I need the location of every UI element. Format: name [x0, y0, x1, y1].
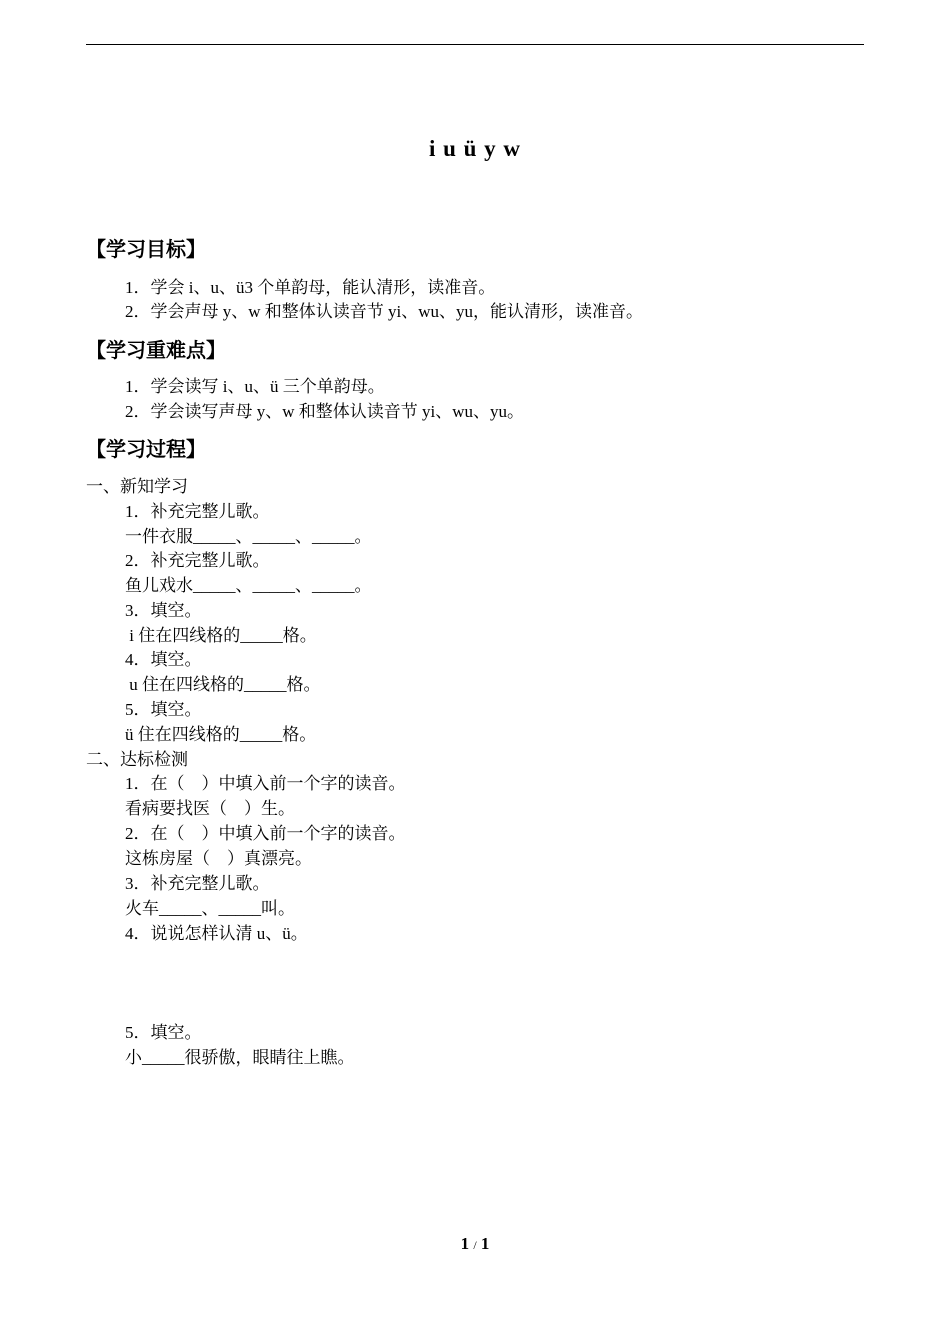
page-current: 1: [460, 1234, 470, 1253]
section-heading-process: 【学习过程】: [86, 437, 206, 461]
exercise-line: 3．补充完整儿歌。: [125, 874, 270, 893]
exercise-line: 4．说说怎样认清 u、ü。: [125, 924, 308, 943]
exercise-line: i 住在四线格的_____格。: [125, 626, 317, 645]
exercise-line: 3．填空。: [125, 601, 202, 620]
section-heading-key-points: 【学习重难点】: [86, 338, 226, 362]
document-title: i u ü y w: [428, 136, 522, 161]
part-label-assessment: 二、达标检测: [86, 750, 188, 769]
goal-item: 2．学会声母 y、w 和整体认读音节 yi、wu、yu，能认清形，读准音。: [125, 302, 644, 321]
exercise-line: 4．填空。: [125, 650, 202, 669]
exercise-line: 鱼儿戏水_____、_____、_____。: [125, 576, 372, 595]
exercise-line: 5．填空。: [125, 700, 202, 719]
exercise-line: u 住在四线格的_____格。: [125, 675, 321, 694]
exercise-line: 火车_____、_____叫。: [125, 899, 295, 918]
part-label-new-knowledge: 一、新知学习: [86, 477, 188, 496]
exercise-line: 小_____很骄傲，眼睛往上瞧。: [125, 1048, 355, 1067]
page-number: [0, 1234, 950, 1254]
page-separator: /: [473, 1238, 477, 1252]
exercise-line: 这栋房屋（ ）真漂亮。: [125, 849, 312, 868]
key-point-item: 2．学会读写声母 y、w 和整体认读音节 yi、wu、yu。: [125, 402, 525, 421]
exercise-line: 1．补充完整儿歌。: [125, 502, 270, 521]
exercise-line: ü 住在四线格的_____格。: [125, 725, 317, 744]
header-rule: [86, 44, 864, 45]
exercise-line: 2．在（ ）中填入前一个字的读音。: [125, 824, 406, 843]
goal-item: 1．学会 i、u、ü3 个单韵母，能认清形，读准音。: [125, 278, 496, 297]
exercise-line: 1．在（ ）中填入前一个字的读音。: [125, 774, 406, 793]
key-point-item: 1．学会读写 i、u、ü 三个单韵母。: [125, 377, 385, 396]
exercise-line: 看病要找医（ ）生。: [125, 799, 295, 818]
exercise-line: 一件衣服_____、_____、_____。: [125, 527, 372, 546]
section-heading-goals: 【学习目标】: [86, 237, 206, 261]
exercise-line: 2．补充完整儿歌。: [125, 551, 270, 570]
exercise-line: 5．填空。: [125, 1023, 202, 1042]
page-total: 1: [480, 1234, 490, 1253]
